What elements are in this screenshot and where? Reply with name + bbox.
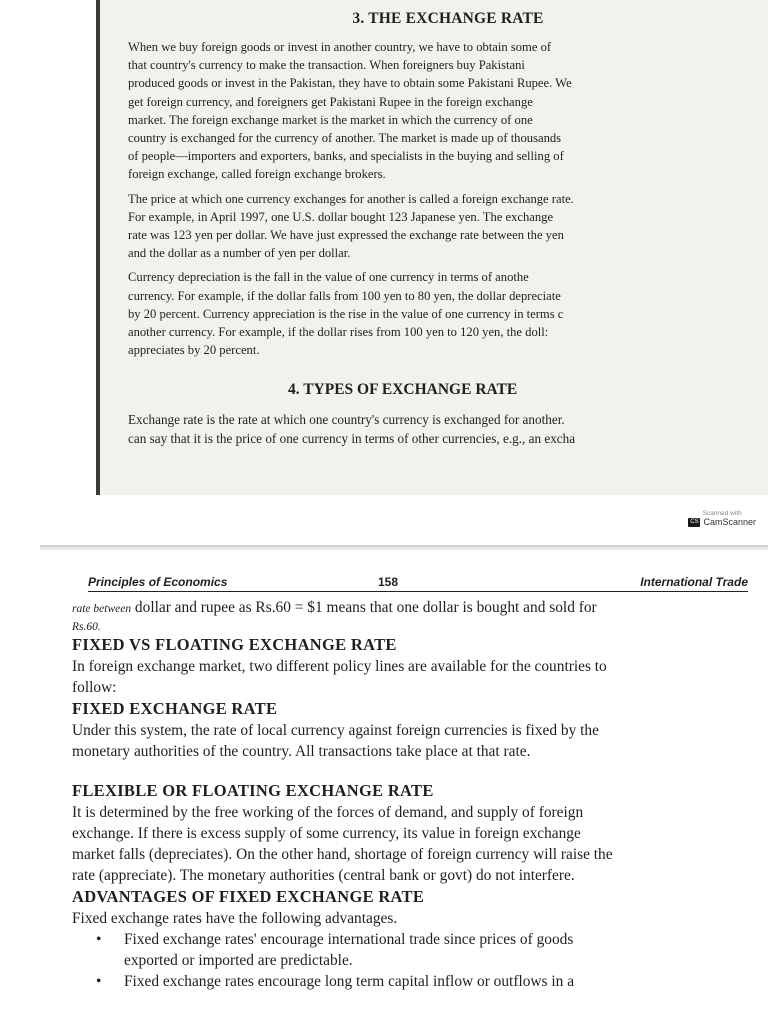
text-fragment: rate between: [72, 603, 132, 615]
bottom-page-scan: [40, 545, 768, 1024]
text-line: Exchange rate is the rate at which one country's currency is exchanged for another.: [128, 412, 565, 428]
scanner-brand: [688, 517, 756, 527]
list-item: [72, 971, 752, 992]
text-line: Rs.60.: [72, 621, 101, 633]
list-item: [72, 929, 752, 971]
header-chapter-title: International Trade: [640, 575, 748, 589]
bullet-icon: •: [96, 973, 102, 990]
page-binding-edge: [96, 0, 100, 495]
heading-flexible-exchange-rate: FLEXIBLE OR FLOATING EXCHANGE RATE: [72, 781, 434, 800]
text-fragment: dollar and rupee as Rs.60 = $1 means that one dollar is bought and sold for: [131, 599, 597, 616]
text-line: by 20 percent. Currency appreciation is the rise in the value of one currency in terms c: [128, 306, 564, 321]
text-line: get foreign currency, and foreigners get Pakistani Rupee in the foreign exchange: [128, 94, 533, 109]
text-line: It is determined by the free working of the forces of demand, and supply of foreign: [72, 804, 584, 821]
text-line: another currency. For example, if the dollar rises from 100 yen to 120 yen, the doll:: [128, 325, 549, 340]
header-page-number: 158: [378, 575, 399, 589]
bullet-icon: •: [96, 931, 102, 948]
text-line: Under this system, the rate of local currency against foreign currencies is fixed by the: [72, 722, 599, 739]
text-line: The price at which one currency exchanges for another is called a foreign exchange rate.: [128, 191, 574, 206]
heading-advantages-fixed: ADVANTAGES OF FIXED EXCHANGE RATE: [72, 887, 425, 906]
text-line: currency. For example, if the dollar falls from 100 yen to 80 yen, the dollar depreciate: [128, 288, 561, 303]
text-line: monetary authorities of the country. All transactions take place at that rate.: [72, 743, 531, 760]
text-line: In foreign exchange market, two different policy lines are available for the countries to: [72, 658, 607, 675]
text-line: rate was 123 yen per dollar. We have just expressed the exchange rate between the yen: [128, 228, 564, 243]
running-header: [88, 567, 748, 592]
text-line: country is exchanged for the currency of another. The market is made up of thousands: [128, 131, 562, 146]
heading-fixed-exchange-rate: FIXED EXCHANGE RATE: [72, 699, 278, 718]
text-line: When we buy foreign goods or invest in another country, we have to obtain some of: [128, 40, 552, 54]
section-heading-types-of-exchange-rate: 4. TYPES OF EXCHANGE RATE: [288, 381, 518, 399]
text-line: Fixed exchange rates' encourage international trade since prices of goods: [124, 931, 574, 948]
text-line: market. The foreign exchange market is the market in which the currency of one: [128, 112, 533, 127]
text-line: Currency depreciation is the fall in the value of one currency in terms of anothe: [128, 270, 529, 285]
page-shadow: [40, 545, 768, 551]
heading-fixed-vs-floating: FIXED VS FLOATING EXCHANGE RATE: [72, 635, 397, 654]
text-line: appreciates by 20 percent.: [128, 343, 260, 358]
text-line: exported or imported are predictable.: [124, 952, 353, 969]
text-line: can say that it is the price of one currency in terms of other currencies, e.g., an excha: [128, 430, 576, 446]
text-line: For example, in April 1997, one U.S. dollar bought 123 Japanese yen. The exchange: [128, 209, 554, 224]
text-line: exchange. If there is excess supply of some currency, its value in foreign exchange: [72, 825, 581, 842]
top-page-scan: [96, 0, 768, 495]
text-line: follow:: [72, 679, 117, 696]
text-line: produced goods or invest in the Pakistan, they have to obtain some Pakistani Rupee. We: [128, 76, 572, 91]
section-heading-exchange-rate: 3. THE EXCHANGE RATE: [352, 10, 544, 27]
text-line: foreign exchange, called foreign exchange brokers.: [128, 167, 386, 182]
text-line: market falls (depreciates). On the other hand, shortage of foreign currency will raise the: [72, 846, 613, 863]
text-line: Fixed exchange rates encourage long term capital inflow or outflows in a: [124, 973, 575, 990]
header-book-title: Principles of Economics: [88, 575, 228, 589]
top-page-text: [128, 10, 768, 448]
bottom-page-text: [72, 597, 752, 992]
text-line: rate (appreciate). The monetary authorities (central bank or govt) do not interfere.: [72, 867, 575, 884]
camscanner-watermark: [688, 510, 756, 527]
text-line: of people—importers and exporters, banks, and specialists in the buying and selling of: [128, 149, 564, 164]
text-line: [72, 597, 752, 620]
text-line: and the dollar as a number of yen per dollar.: [128, 246, 351, 261]
text-line: Fixed exchange rates have the following advantages.: [72, 910, 398, 927]
scanner-caption: Scanned with: [702, 510, 742, 517]
text-line: that country's currency to make the transaction. When foreigners buy Pakistani: [128, 58, 525, 73]
camscanner-logo-icon: CS: [690, 518, 699, 525]
scanner-brand-name: CamScanner: [703, 517, 756, 527]
